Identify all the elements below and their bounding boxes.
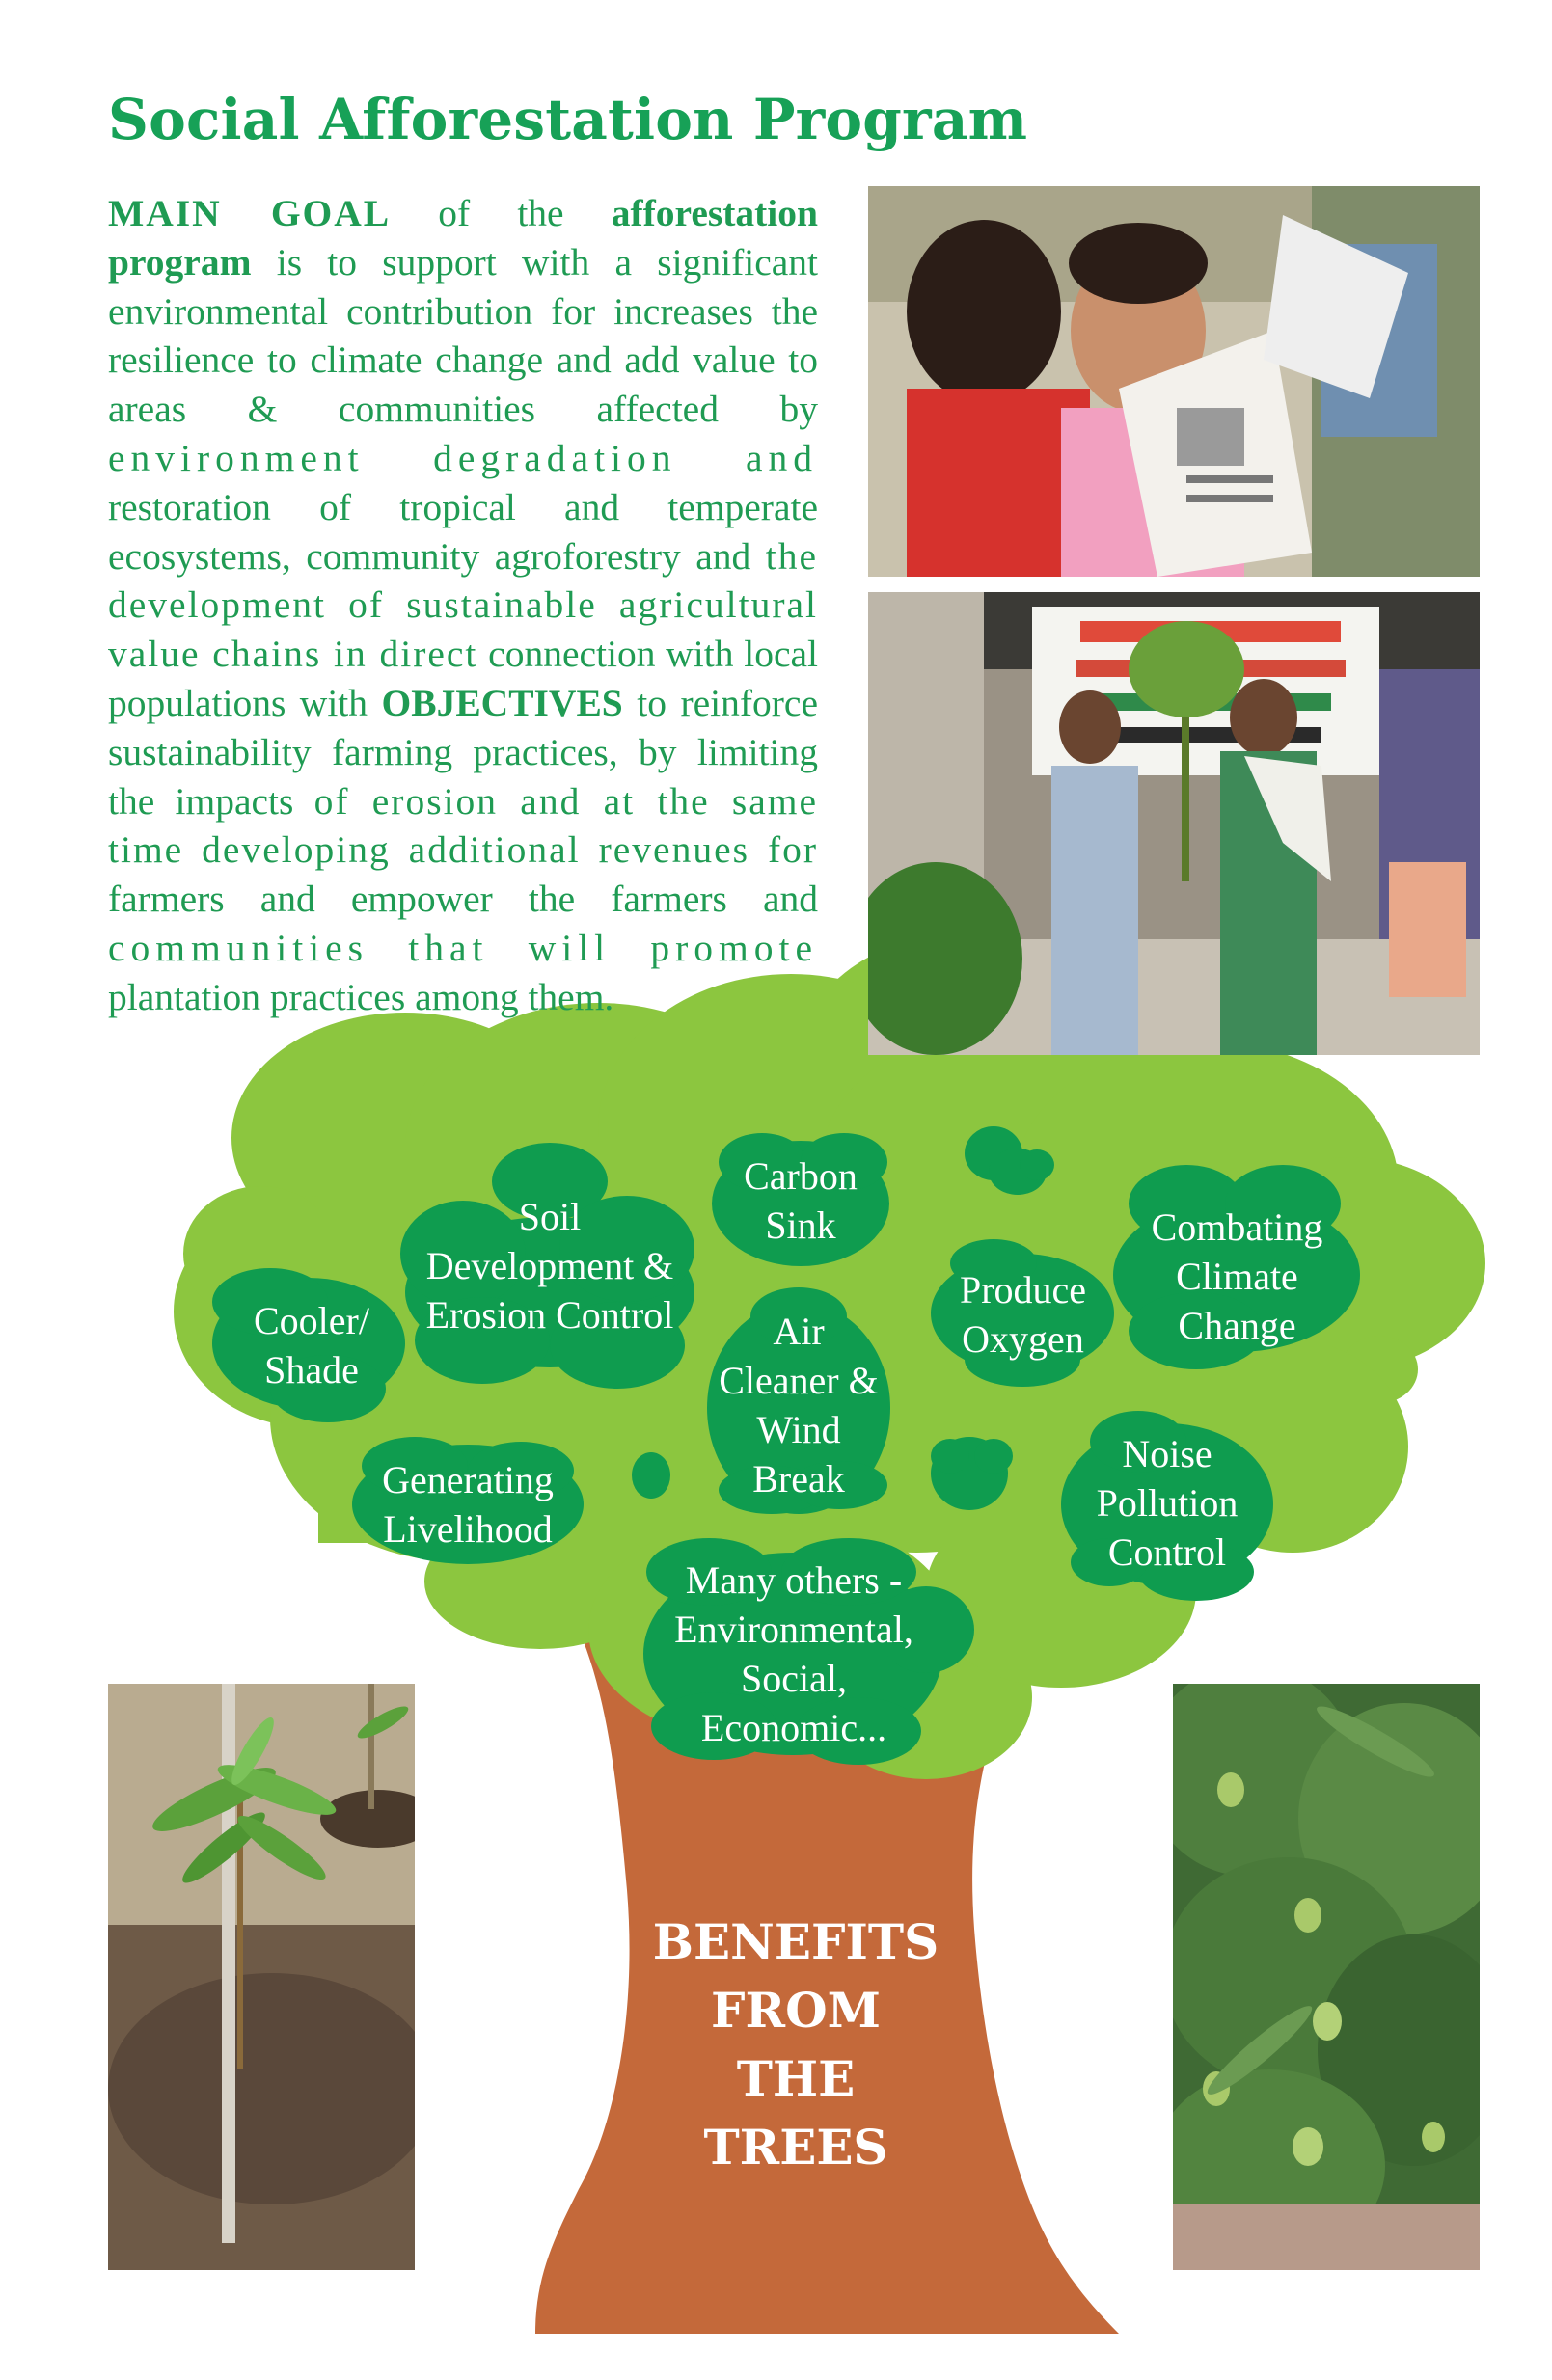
intro-text: to reinforce sustainability farming practices, by limiting the impacts: [108, 681, 818, 823]
objectives-label: OBJECTIVES: [381, 681, 623, 724]
intro-text: restoration of tropical and temperate ecosystems, community agroforestry and: [108, 485, 818, 578]
photo-planted-sapling: [108, 1684, 415, 2270]
trunk-title-line: THE: [736, 2050, 856, 2107]
intro-paragraph: [108, 189, 818, 1022]
intro-text: of erosion and at the same time developing additional revenues for: [108, 779, 819, 872]
intro-text: communities that will promote: [108, 926, 818, 969]
trunk-title-line: BENEFITS: [652, 1913, 939, 1970]
intro-text: the development of sustainable agricultural value chains in direct: [108, 534, 818, 676]
benefit-generating-livelihood: Generating Livelihood: [382, 1458, 554, 1551]
trunk-title-line: TREES: [703, 2119, 888, 2176]
photo-girls-with-leaflets: [868, 186, 1480, 577]
benefit-soil-development: Soil Development & Erosion Control: [425, 1194, 674, 1337]
intro-text: plantation practices among them.: [108, 975, 614, 1018]
trunk-title-line: FROM: [711, 1982, 881, 2039]
intro-text: environment degradation and: [108, 436, 818, 479]
intro-text: connection with local populations with: [108, 633, 818, 724]
benefit-cooler-shade: Cooler/ Shade: [254, 1299, 369, 1392]
photo-mango-tree: [1173, 1684, 1480, 2270]
intro-text: is to support with a significant environmental contribution for increases the resilience to climate change and add value to areas & communities affected by: [108, 240, 818, 431]
intro-text: farmers and empower the farmers and: [108, 878, 818, 921]
intro-text: of the: [391, 192, 612, 234]
page-title: Social Afforestation Program: [108, 87, 1028, 152]
benefit-carbon-sink: Carbon Sink: [744, 1154, 858, 1247]
benefit-many-others: Many others - Environmental, Social, Economic...: [674, 1558, 913, 1749]
benefit-noise-pollution-control: Noise Pollution Control: [1096, 1431, 1239, 1574]
benefit-combating-climate-change: Combating Climate Change: [1151, 1204, 1323, 1347]
main-goal-label: MAIN GOAL: [108, 192, 392, 234]
afforestation-program-label: afforestation program: [108, 192, 818, 284]
benefit-produce-oxygen: Produce Oxygen: [959, 1267, 1087, 1361]
trunk-title: [617, 1907, 974, 2181]
benefit-air-cleaner-wind-break: Air Cleaner & Wind Break: [719, 1310, 879, 1501]
photo-women-holding-sapling: [868, 592, 1480, 1055]
